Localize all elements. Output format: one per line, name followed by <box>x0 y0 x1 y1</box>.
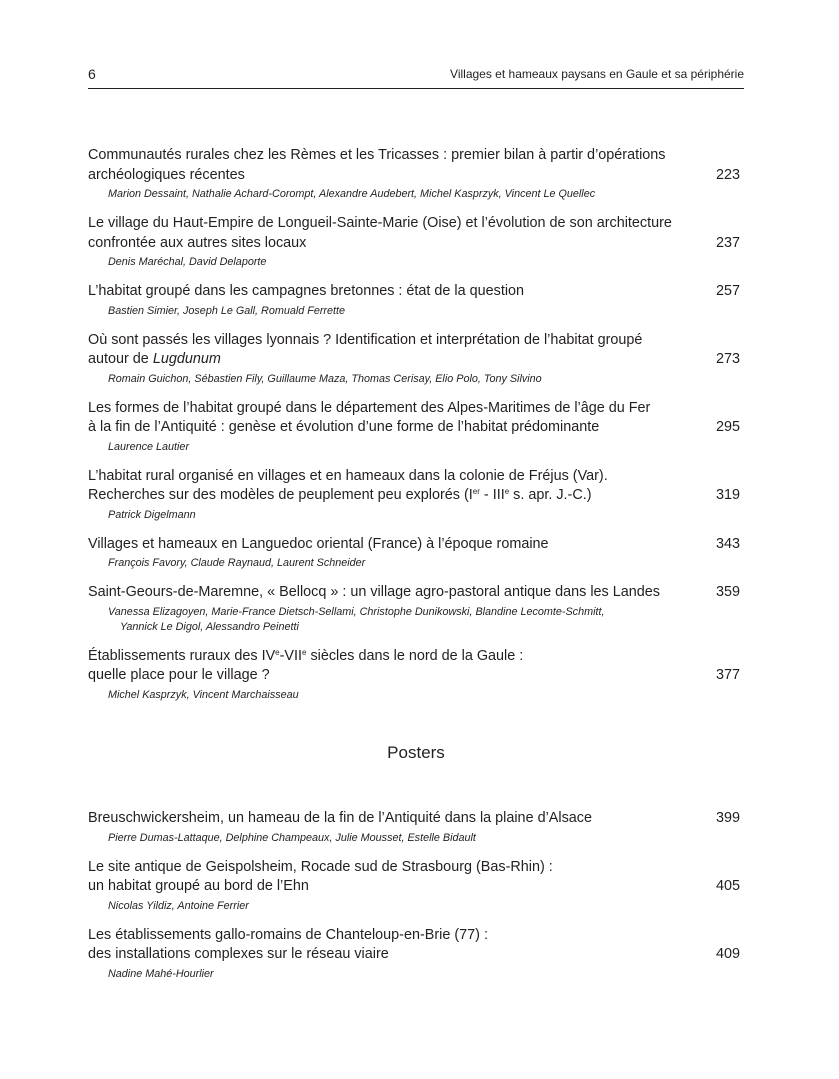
toc-entry-page: 237 <box>715 234 740 251</box>
toc-entry-title: Communautés rurales chez les Rèmes et les Tricasses : premier bilan à partir d’opérations archéologiques récentes <box>88 147 666 183</box>
toc-entry-title: Établissements ruraux des IVe-VIIe siècles dans le nord de la Gaule : quelle place pour le village ? <box>88 647 524 683</box>
toc-entry-page: 409 <box>715 946 740 962</box>
running-title: Villages et hameaux paysans en Gaule et sa périphérie <box>450 67 744 81</box>
toc-entry-title: L’habitat rural organisé en villages et en hameaux dans la colonie de Fréjus (Var). Recherches sur des modèles de peuplement peu explorés (Ier - IIIe s. apr. J.-C.) <box>88 467 608 503</box>
toc-entry-page: 295 <box>715 419 740 435</box>
toc-entry-page: 273 <box>715 351 740 367</box>
toc-entry-authors: François Favory, Claude Raynaud, Laurent Schneider <box>108 557 366 569</box>
toc-entry-title: Le site antique de Geispolsheim, Rocade sud de Strasbourg (Bas-Rhin) : un habitat groupé au bord de l’Ehn <box>88 858 553 894</box>
table-of-contents <box>88 146 744 715</box>
toc-entry-authors: Pierre Dumas-Lattaque, Delphine Champeaux, Julie Mousset, Estelle Bidault <box>108 831 476 844</box>
toc-entry[interactable] <box>88 467 744 523</box>
toc-entry-page: 399 <box>715 810 740 826</box>
running-header <box>88 66 744 89</box>
toc-entry-authors: Vanessa Elizagoyen, Marie-France Dietsch-Sellami, Christophe Dunikowski, Blandine Lecomte-Schmitt, Yannick Le Digol, Alessandro Peinetti <box>108 605 605 633</box>
toc-entry-authors: Romain Guichon, Sébastien Fily, Guillaume Maza, Thomas Cerisay, Elio Polo, Tony Silvino <box>108 372 542 385</box>
toc-entry-authors: Patrick Digelmann <box>108 508 196 521</box>
toc-entry-page: 359 <box>715 584 740 600</box>
toc-entry-page: 405 <box>715 878 740 894</box>
toc-entry-page: 223 <box>715 166 740 183</box>
toc-entry[interactable] <box>88 146 744 202</box>
toc-entry[interactable] <box>88 214 744 270</box>
toc-entry-authors: Bastien Simier, Joseph Le Gall, Romuald Ferrette <box>108 304 346 317</box>
toc-entry-title: Le village du Haut-Empire de Longueil-Sainte-Marie (Oise) et l’évolution de son architecture confrontée aux autres sites locaux <box>88 215 672 251</box>
page-number: 6 <box>88 66 96 82</box>
toc-entry[interactable] <box>88 926 744 982</box>
toc-entry[interactable] <box>88 282 744 319</box>
toc-entry-title: Villages et hameaux en Languedoc oriental (France) à l’époque romaine <box>88 535 549 552</box>
toc-entry[interactable] <box>88 331 744 387</box>
toc-entry[interactable] <box>88 399 744 455</box>
toc-entry[interactable] <box>88 583 744 635</box>
toc-entry-title: Breuschwickersheim, un hameau de la fin de l’Antiquité dans la plaine d’Alsace <box>88 810 592 826</box>
toc-entry-page: 319 <box>715 487 740 503</box>
toc-entry-title: L’habitat groupé dans les campagnes bretonnes : état de la question <box>88 283 525 299</box>
toc-entry-authors: Nadine Mahé-Hourlier <box>108 967 214 980</box>
toc-entry-authors: Denis Maréchal, David Delaporte <box>108 256 267 268</box>
toc-entry-page: 257 <box>715 283 740 299</box>
toc-entry-authors: Marion Dessaint, Nathalie Achard-Corompt, Alexandre Audebert, Michel Kasprzyk, Vincent Le Quellec <box>108 188 596 200</box>
toc-entry-title: Où sont passés les villages lyonnais ? Identification et interprétation de l’habitat groupé autour de Lugdunum <box>88 331 643 367</box>
toc-entry[interactable] <box>88 809 744 846</box>
toc-entry-title: Saint-Geours-de-Maremne, « Bellocq » : un village agro-pastoral antique dans les Landes <box>88 584 660 600</box>
toc-entry[interactable] <box>88 647 744 703</box>
toc-entry-authors: Nicolas Yildiz, Antoine Ferrier <box>108 899 249 912</box>
toc-entry-authors: Laurence Lautier <box>108 440 190 453</box>
toc-entry-authors: Michel Kasprzyk, Vincent Marchaisseau <box>108 688 299 701</box>
posters-list <box>88 809 744 994</box>
toc-entry-title: Les établissements gallo-romains de Chanteloup-en-Brie (77) : des installations complexes sur le réseau viaire <box>88 926 488 962</box>
toc-entry[interactable] <box>88 535 744 572</box>
posters-heading: Posters <box>387 743 445 762</box>
toc-entry-page: 343 <box>715 535 740 552</box>
toc-entry-page: 377 <box>715 667 740 683</box>
toc-entry-title: Les formes de l’habitat groupé dans le département des Alpes-Maritimes de l’âge du Fer à la fin de l’Antiquité : genèse et évolution d’une forme de l’habitat prédominante <box>88 399 651 435</box>
toc-entry[interactable] <box>88 858 744 914</box>
